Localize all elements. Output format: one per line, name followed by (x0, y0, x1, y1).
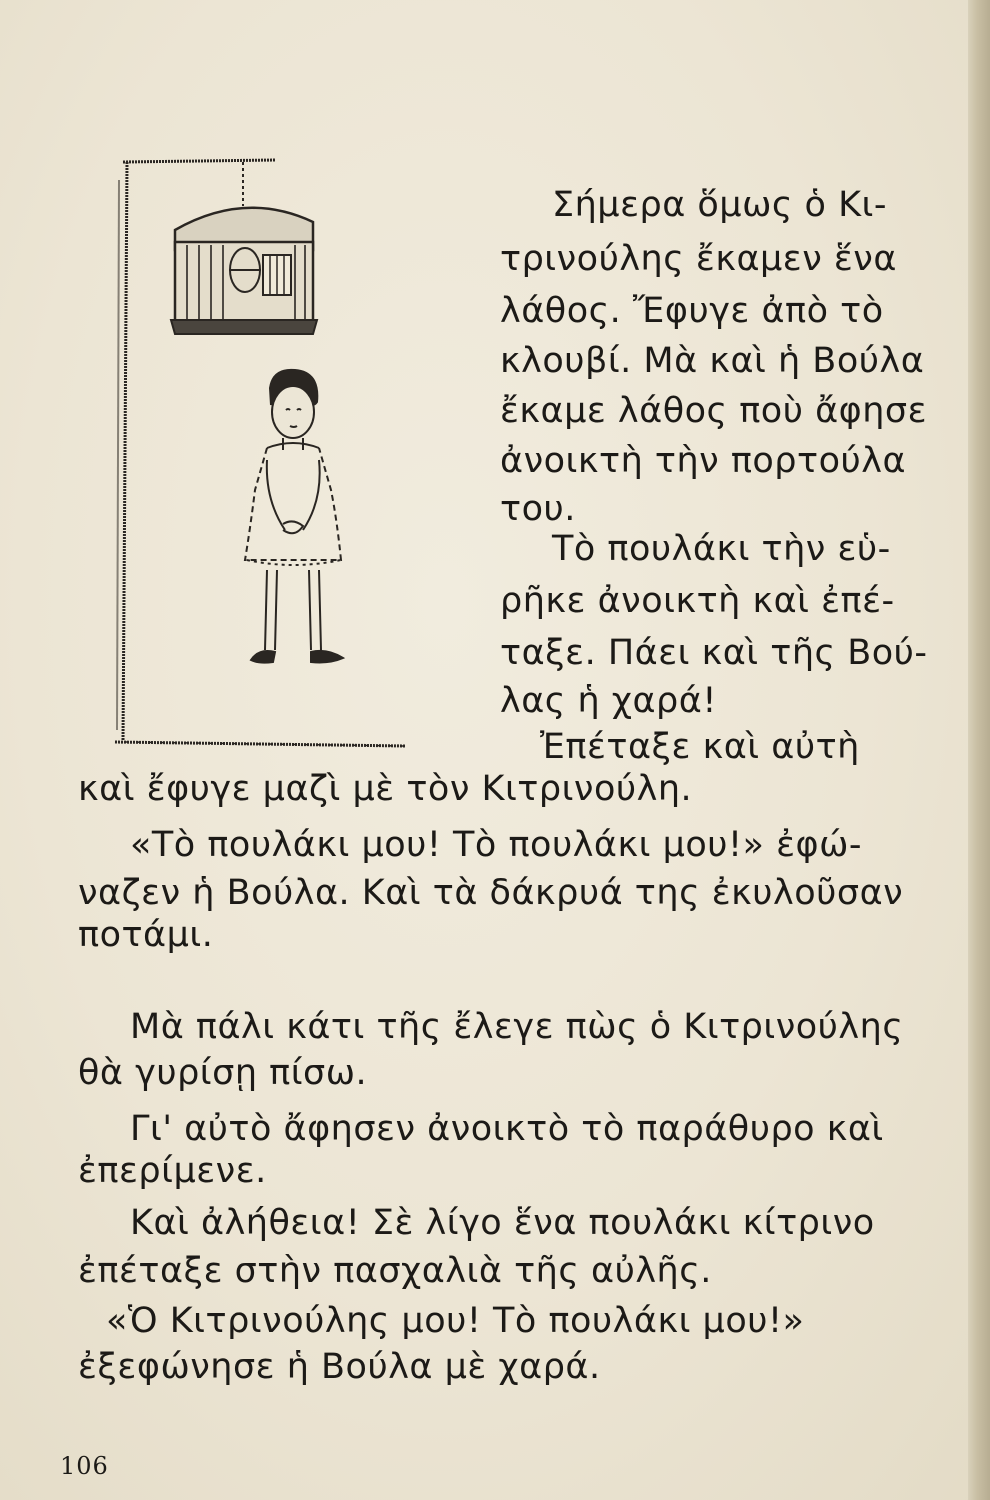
text-line: τρινούλης ἔκαμεν ἕνα (500, 239, 897, 279)
text-line: θὰ γυρίσῃ πίσω. (78, 1053, 368, 1093)
text-line: Σήμερα ὅμως ὁ Κι- (552, 185, 888, 225)
text-line: ἐξεφώνησε ἡ Βούλα μὲ χαρά. (78, 1347, 601, 1387)
text-line: ἐπερίμενε. (78, 1151, 267, 1191)
text-line: Ἐπέταξε καὶ αὐτὴ (540, 727, 860, 767)
text-line: «Ὁ Κιτρινούλης μου! Τὸ πουλάκι μου!» (106, 1301, 805, 1341)
text-line: λάθος. Ἔφυγε ἀπὸ τὸ (500, 291, 884, 331)
text-line: καὶ ἔφυγε μαζὶ μὲ τὸν Κιτρινούλη. (78, 769, 693, 809)
text-line: ἐπέταξε στὴν πασχαλιὰ τῆς αὐλῆς. (78, 1251, 712, 1291)
text-line: «Τὸ πουλάκι μου! Τὸ πουλάκι μου!» ἐφώ- (130, 825, 863, 865)
birdcage-icon (171, 208, 317, 334)
text-line: του. (500, 489, 576, 529)
text-line: Γι' αὐτὸ ἄφησεν ἀνοικτὸ τὸ παράθυρο καὶ (130, 1109, 884, 1149)
text-line: ποτάμι. (78, 915, 214, 955)
text-line: λας ἡ χαρά! (500, 681, 717, 721)
page-number: 106 (60, 1452, 109, 1480)
page-edge (968, 0, 990, 1500)
text-line: ρῆκε ἀνοικτὴ καὶ ἐπέ- (500, 581, 895, 621)
text-line: ναζεν ἡ Βούλα. Καὶ τὰ δάκρυά της ἐκυλοῦσαν (78, 873, 904, 913)
text-line: ἔκαμε λάθος ποὺ ἄφησε (500, 391, 928, 431)
text-line: ταξε. Πάει καὶ τῆς Βού- (500, 633, 928, 673)
text-line: κλουβί. Μὰ καὶ ἡ Βούλα (500, 341, 925, 381)
girl-figure (245, 370, 343, 663)
girl-and-birdcage-illustration (105, 150, 435, 750)
text-line: Μὰ πάλι κάτι τῆς ἔλεγε πὼς ὁ Κιτρινούλης (130, 1007, 904, 1047)
text-line: Καὶ ἀλήθεια! Σὲ λίγο ἕνα πουλάκι κίτρινο (130, 1203, 875, 1243)
text-line: Τὸ πουλάκι τὴν εὑ- (552, 529, 891, 569)
text-line: ἀνοικτὴ τὴν πορτούλα (500, 441, 907, 481)
